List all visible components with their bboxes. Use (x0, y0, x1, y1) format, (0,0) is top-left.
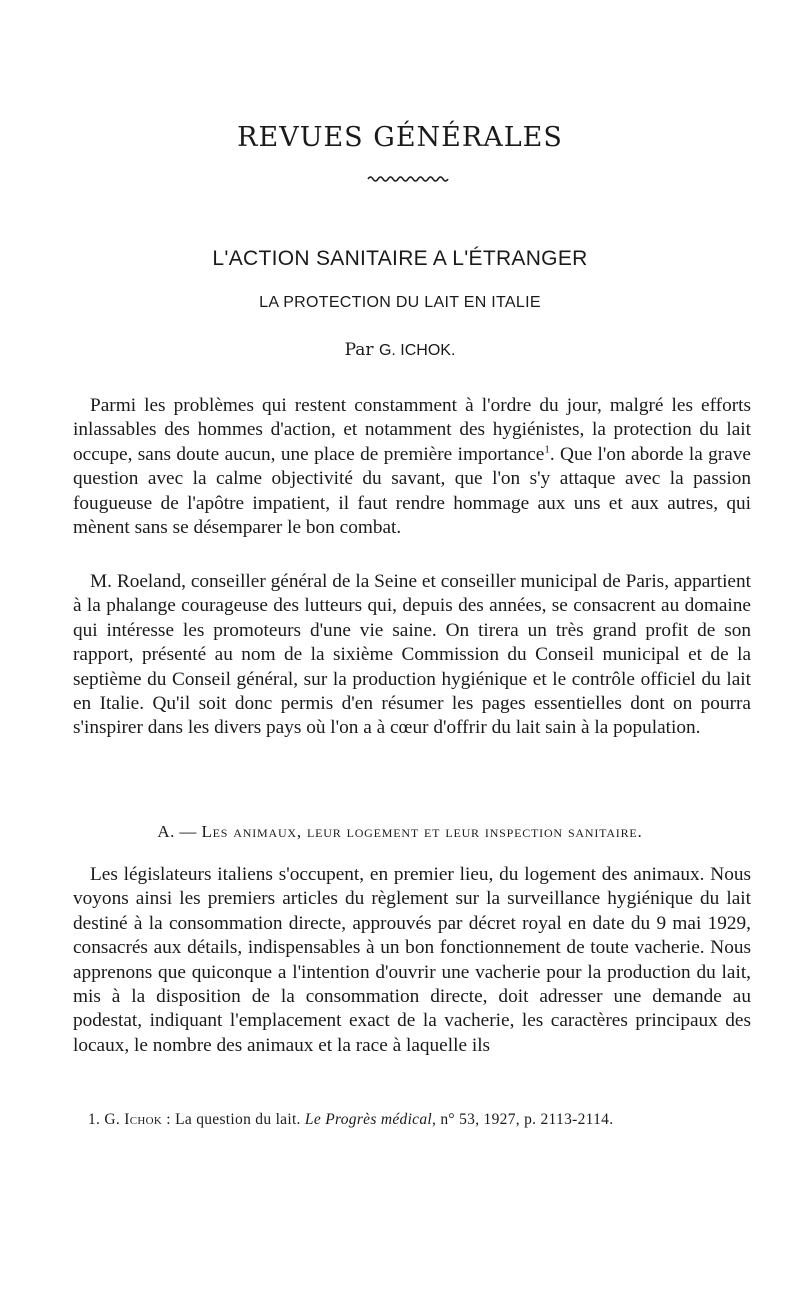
footnote-details: , n° 53, 1927, p. 2113-2114. (432, 1111, 614, 1128)
article-subtitle: LA PROTECTION DU LAIT EN ITALIE (259, 294, 541, 311)
byline (0, 340, 800, 360)
footnote-author: Ichok (124, 1111, 163, 1128)
paragraph-roeland (73, 570, 751, 741)
section-subheading (0, 822, 800, 842)
paragraph-text-part: . Que l'on aborde la grave question avec la calme objectivité du savant, que l'on s'y attaque avec la passion fougueuse de l'apôtre impatient, il faut rendre hommage aux uns et aux autres, qui mènent sans se désemparer le bon combat. (73, 443, 751, 539)
subheading-letter: A. — (157, 822, 197, 841)
paragraph-intro (73, 394, 751, 540)
subheading-text: Les animaux, leur logement et leur inspection sanitaire. (201, 822, 643, 841)
byline-author: G. ICHOK. (378, 342, 456, 359)
paragraph-text: M. Roeland, conseiller général de la Seine et conseiller municipal de Paris, appartient à la phalange courageuse des lutteurs qui, depuis des années, se consacrent au domaine qui intéresse les promoteurs d'une vie saine. On tirera un très grand profit de son rapport, présenté au nom de la sixième Commission du Conseil municipal et de la septième du Conseil général, sur la production hygiénique et le contrôle officiel du lait en Italie. Qu'il soit donc permis d'en résumer les pages essentielles dont on pourra s'inspirer dans les divers pays où l'on a à cœur d'offrir du lait sain à la population. (73, 571, 751, 739)
footnote-reference[interactable]: 1 (544, 443, 550, 456)
paragraph-legislation (73, 863, 751, 1058)
footnote-number: 1. G. (88, 1111, 121, 1128)
footnote-journal: Le Progrès médical (304, 1111, 433, 1128)
footnote (88, 1111, 768, 1129)
section-title: REVUES GÉNÉRALES (237, 122, 563, 153)
paragraph-text-part: Parmi les problèmes qui restent constamment à l'ordre du jour, malgré les efforts inlassables des hommes d'action, et notamment des hygiénistes, la protection du lait occupe, sans doute aucun, une place de première importance (73, 395, 751, 465)
article-title: L'ACTION SANITAIRE A L'ÉTRANGER (212, 247, 588, 270)
paragraph-text (73, 394, 751, 540)
paragraph-text: Les législateurs italiens s'occupent, en premier lieu, du logement des animaux. Nous voyons ainsi les premiers articles du règlement sur la surveillance hygiénique du lait destiné à la consommation directe, approuvés par décret royal en date du 9 mai 1929, consacrés aux détails, indispensables à un bon fonctionnement de toute vacherie. Nous apprenons que quiconque a l'intention d'ouvrir une vacherie pour la production du lait, mis à la disposition de la consommation directe, doit adresser une demande au podestat, indiquant l'emplacement exact de la vacherie, les caractères principaux des locaux, le nombre des animaux et la race à laquelle ils (73, 864, 751, 1056)
footnote-text: : La question du lait. (162, 1111, 305, 1128)
wavy-rule-ornament (367, 174, 449, 184)
byline-prefix: Par (344, 340, 374, 360)
